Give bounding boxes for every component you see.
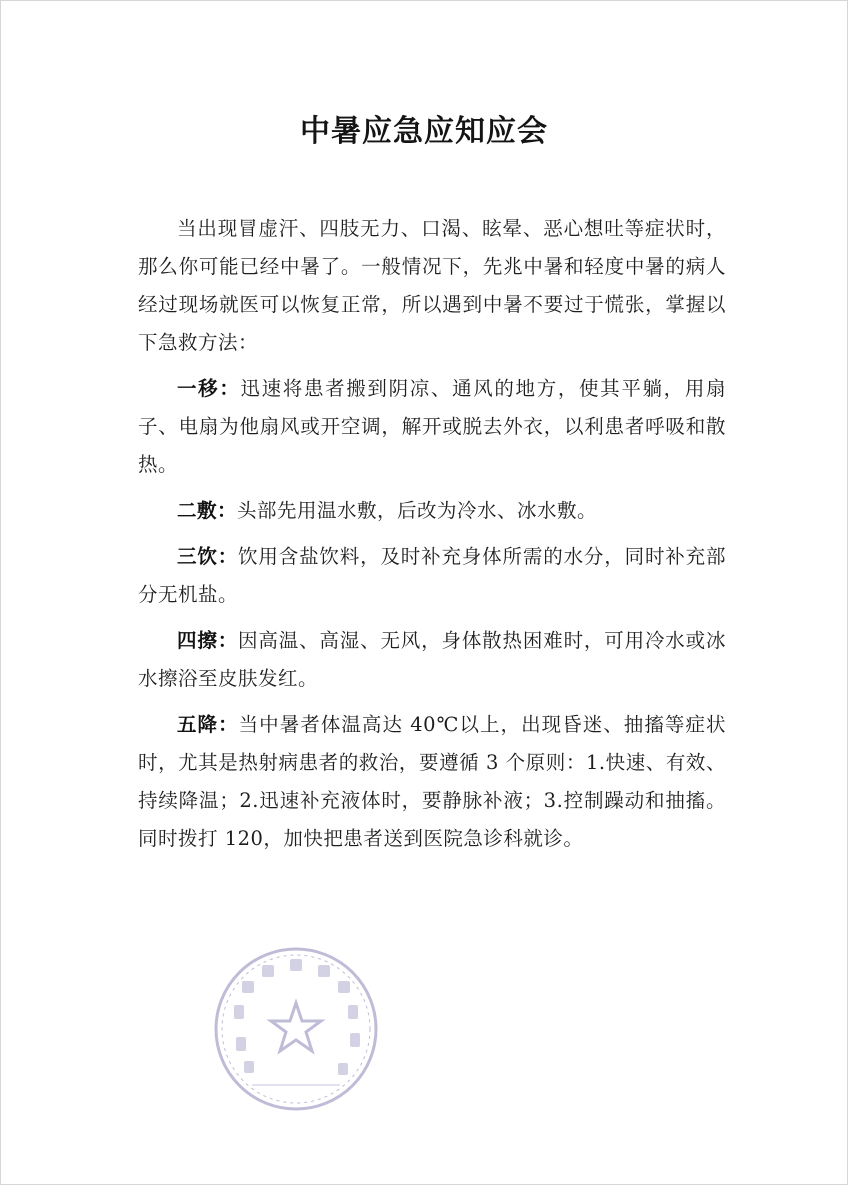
- step-label-5: 五降：: [177, 713, 239, 736]
- step-label-2: 二敷：: [177, 499, 238, 522]
- document-body: [138, 210, 726, 866]
- step-label-4: 四擦：: [177, 629, 239, 652]
- official-seal-stamp-icon: [212, 945, 380, 1113]
- step-paragraph-2: [138, 492, 726, 530]
- step-label-3: 三饮：: [177, 545, 239, 568]
- step-text-4: 因高温、高湿、无风，身体散热困难时，可用冷水或冰水擦浴至皮肤发红。: [138, 629, 726, 690]
- intro-paragraph: 当出现冒虚汗、四肢无力、口渴、眩晕、恶心想吐等症状时，那么你可能已经中暑了。一般情况下，先兆中暑和轻度中暑的病人经过现场就医可以恢复正常，所以遇到中暑不要过于慌张，掌握以下急救方法：: [138, 217, 726, 354]
- step-text-3: 饮用含盐饮料，及时补充身体所需的水分，同时补充部分无机盐。: [138, 545, 726, 606]
- step-label-1: 一移：: [177, 377, 241, 400]
- step-text-2: 头部先用温水敷，后改为冷水、冰水敷。: [237, 499, 598, 522]
- step-paragraph-4: [138, 622, 726, 698]
- step-paragraph-3: [138, 538, 726, 614]
- step-paragraph-5: [138, 706, 726, 858]
- step-paragraph-1: [138, 370, 726, 484]
- step-text-5: 当中暑者体温高达 40℃以上，出现昏迷、抽搐等症状时，尤其是热射病患者的救治，要遵循 3 个原则：1.快速、有效、持续降温；2.迅速补充液体时，要静脉补液；3.控制躁动和抽搐。同时拨打 120，加快把患者送到医院急诊科就诊。: [138, 713, 726, 850]
- step-text-1: 迅速将患者搬到阴凉、通风的地方，使其平躺，用扇子、电扇为他扇风或开空调，解开或脱去外衣，以利患者呼吸和散热。: [138, 377, 726, 476]
- document-title: 中暑应急应知应会: [300, 114, 548, 149]
